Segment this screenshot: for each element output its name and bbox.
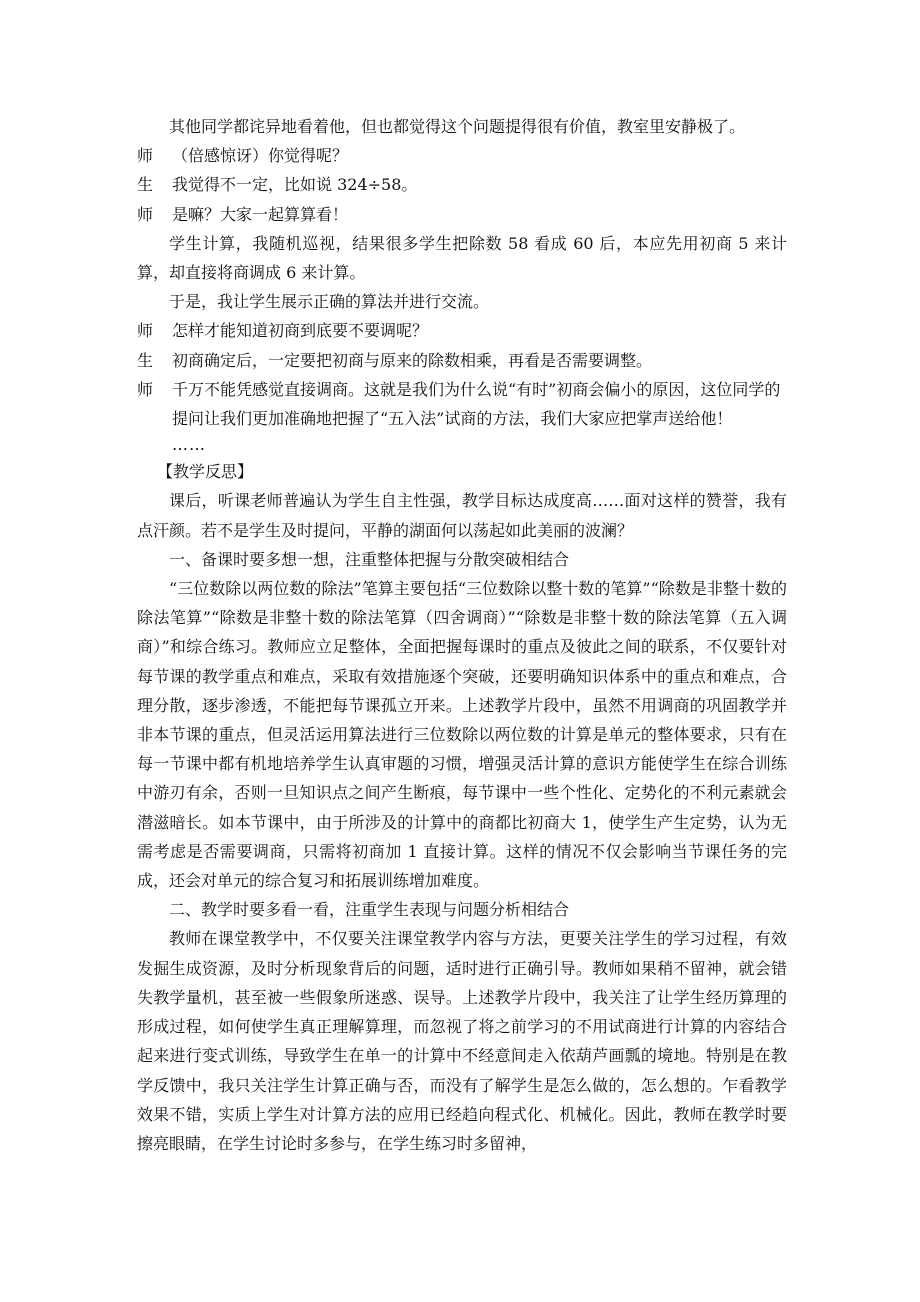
speaker-label: 生 (137, 350, 154, 370)
dialogue-text: 怎样才能知道初商到底要不要调呢？ (172, 321, 429, 341)
speaker-label: 师 (137, 146, 154, 166)
section-1-body: “三位数除以两位数的除法”笔算主要包括“三位数除以整十数的笔算”“除数是非整十数的除法笔算”“除数是非整十数的除法笔算（四舍调商）”“除数是非整十数的除法笔算（五入调商）”和综合练习。教师应立足整体，全面把握每课时的重点及彼此之间的联系，不仅要针对每节课的教学重点和难点，采取有效措施逐个突破，还要明确知识体系中的重点和难点，合理分散，逐步渗透，不能把每节课孤立开来。上述教学片段中，虽然不用调商的巩固教学并非本节课的重点，但灵活运用算法进行三位数除以两位数的计算是单元的整体要求，只有在每一节课中都有机地培养学生认真审题的习惯，增强灵活计算的意识方能使学生在综合训练中游刃有余，否则一旦知识点之间产生断痕，每节课中一些个性化、定势化的不利元素就会潜滋暗长。如本节课中，由于所涉及的计算中的商都比初商大 1，使学生产生定势，认为无需考虑是否需要调商，只需将初商加 1 直接计算。这样的情况不仅会影响当节课任务的完成，还会对单元的综合复习和拓展训练增加难度。 (137, 579, 787, 891)
section-2-title: 二、教学时要多看一看，注重学生表现与问题分析相结合 (169, 900, 570, 920)
dialogue-line (137, 141, 787, 170)
dialogue-line (137, 346, 787, 375)
ellipsis: …… (172, 435, 206, 455)
narration-paragraph: 于是，我让学生展示正确的算法并进行交流。 (169, 292, 490, 312)
dialogue-text: 我觉得不一定，比如说 324÷58。 (172, 175, 418, 195)
dialogue-text: 初商确定后，一定要把初商与原来的除数相乘，再看是否需要调整。 (172, 350, 653, 370)
narration-paragraph: 学生计算，我随机巡视，结果很多学生把除数 58 看成 60 后，本应先用初商 5 来计算，却直接将商调成 6 来计算。 (137, 233, 787, 283)
dialogue-line (137, 316, 787, 345)
narration-line: 其他同学都诧异地看着他，但也都觉得这个问题提得很有价值，教室里安静极了。 (169, 117, 746, 136)
section-2-body: 教师在课堂教学中，不仅要关注课堂教学内容与方法，更要关注学生的学习过程，有效发掘生成资源，及时分析现象背后的问题，适时进行正确引导。教师如果稍不留神，就会错失教学量机，甚至被一些假象所迷惑、误导。上述教学片段中，我关注了让学生经历算理的形成过程，如何使学生真正理解算理，而忽视了将之前学习的不用试商进行计算的内容结合起来进行变式训练，导致学生在单一的计算中不经意间走入依葫芦画瓢的境地。特别是在教学反馈中，我只关注学生计算正确与否，而没有了解学生是怎么做的，怎么想的。乍看教学效果不错，实质上学生对计算方法的应用已经趋向程式化、机械化。因此，教师在教学时要擦亮眼睛，在学生讨论时多参与，在学生练习时多留神， (137, 929, 787, 1153)
dialogue-text: 是嘛？大家一起算算看！ (172, 204, 349, 224)
dialogue-line (137, 200, 787, 229)
document-body (137, 112, 787, 1158)
dialogue-text: 千万不能凭感觉直接调商。这就是我们为什么说“有时”初商会偏小的原因，这位同学的提问让我们更加准确地把握了“五入法”试商的方法，我们大家应把掌声送给他！ (172, 379, 781, 429)
dialogue-line (137, 375, 787, 433)
speaker-label: 师 (137, 204, 154, 224)
section-1-title: 一、备课时要多想一想，注重整体把握与分散突破相结合 (169, 549, 570, 569)
dialogue-line (137, 170, 787, 199)
speaker-label: 师 (137, 321, 154, 341)
speaker-label: 师 (137, 379, 154, 399)
dialogue-text: （倍感惊讶）你觉得呢？ (172, 146, 349, 166)
reflection-intro: 课后，听课老师普遍认为学生自主性强，教学目标达成度高……面对这样的赞誉，我有点汗颜。若不是学生及时提问，平静的湖面何以荡起如此美丽的波澜？ (137, 491, 787, 540)
speaker-label: 生 (137, 175, 154, 195)
reflection-heading: 【教学反思】 (157, 462, 254, 482)
